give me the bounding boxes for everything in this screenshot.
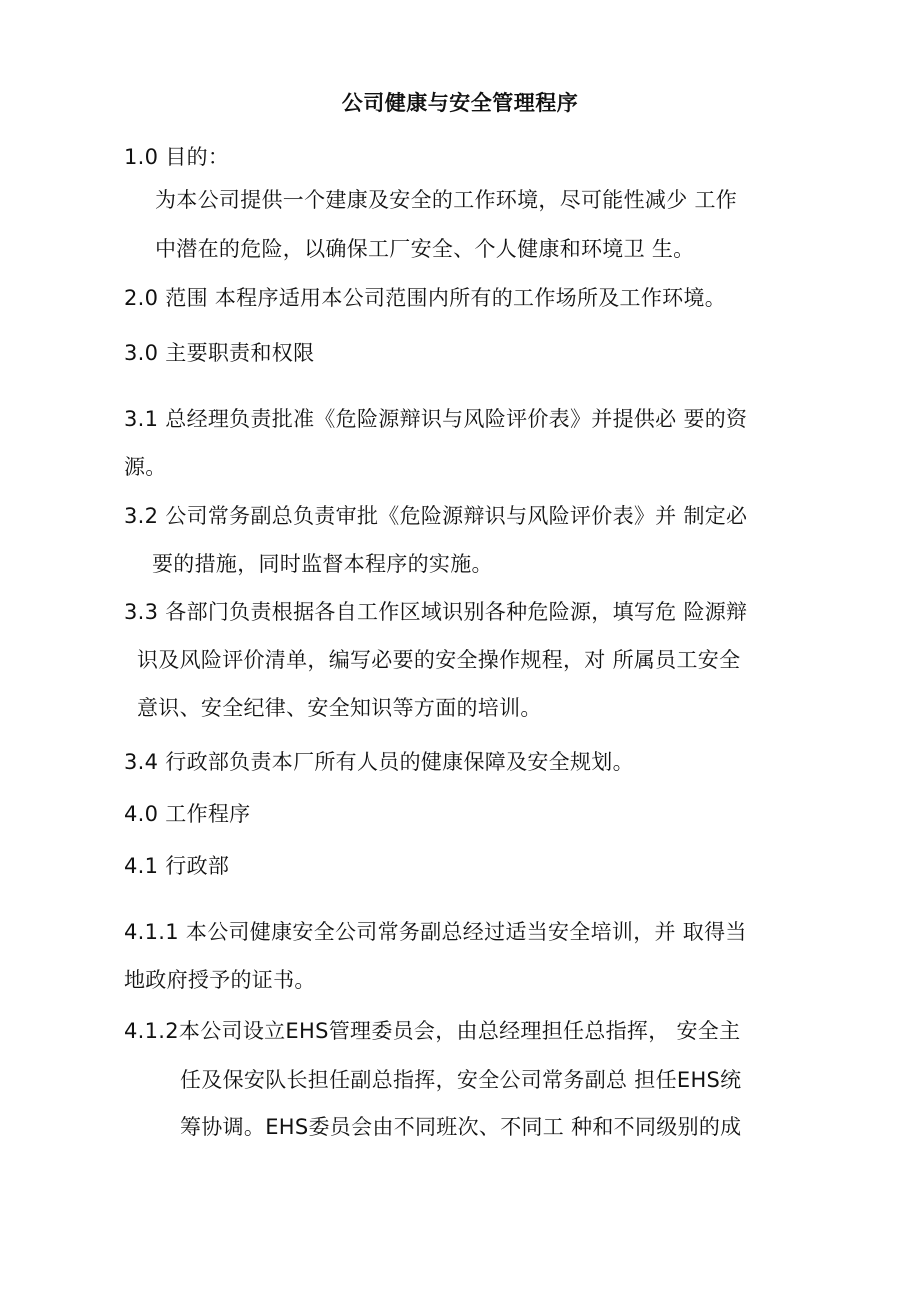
section-1-text-line-2: 中潜在的危险，以确保工厂安全、个人健康和环境卫 生。	[155, 237, 695, 261]
item-3-1-line-1: 3.1 总经理负责批准《危险源辩识与风险评价表》并提供必 要的资	[124, 407, 748, 431]
section-4-heading: 4.0 工作程序	[124, 802, 251, 826]
item-3-3-line-1: 3.3 各部门负责根据各自工作区域识别各种危险源，填写危 险源辩	[124, 600, 748, 624]
item-3-2-line-2: 要的措施，同时监督本程序的实施。	[152, 552, 493, 576]
item-3-4-line: 3.4 行政部负责本厂所有人员的健康保障及安全规划。	[124, 750, 634, 774]
document-title: 公司健康与安全管理程序	[341, 91, 579, 115]
section-2-line: 2.0 范围 本程序适用本公司范围内所有的工作场所及工作环境。	[124, 286, 727, 310]
item-4-1-2-line-3: 筹协调。EHS委员会由不同班次、不同工 种和不同级别的成	[180, 1115, 742, 1139]
item-4-1-2-line-2: 任及保安队长担任副总指挥，安全公司常务副总 担任EHS统	[180, 1068, 742, 1092]
section-1-heading: 1.0 目的：	[124, 145, 230, 169]
item-3-3-line-2: 识及风险评价清单，编写必要的安全操作规程，对 所属员工安全	[137, 648, 741, 672]
section-3-heading: 3.0 主要职责和权限	[124, 341, 315, 365]
item-3-1-line-2: 源。	[124, 455, 167, 479]
item-4-1-heading: 4.1 行政部	[124, 854, 230, 878]
item-3-2-line-1: 3.2 公司常务副总负责审批《危险源辩识与风险评价表》并 制定必	[124, 504, 748, 528]
item-4-1-2-line-1: 4.1.2本公司设立EHS管理委员会，由总经理担任总指挥， 安全主	[124, 1019, 741, 1043]
item-4-1-1-line-1: 4.1.1 本公司健康安全公司常务副总经过适当安全培训，并 取得当	[124, 920, 747, 944]
item-4-1-1-line-2: 地政府授予的证书。	[124, 968, 316, 992]
item-3-3-line-3: 意识、安全纪律、安全知识等方面的培训。	[137, 696, 542, 720]
section-1-text-line-1: 为本公司提供一个建康及安全的工作环境，尽可能性减少 工作	[155, 188, 738, 212]
